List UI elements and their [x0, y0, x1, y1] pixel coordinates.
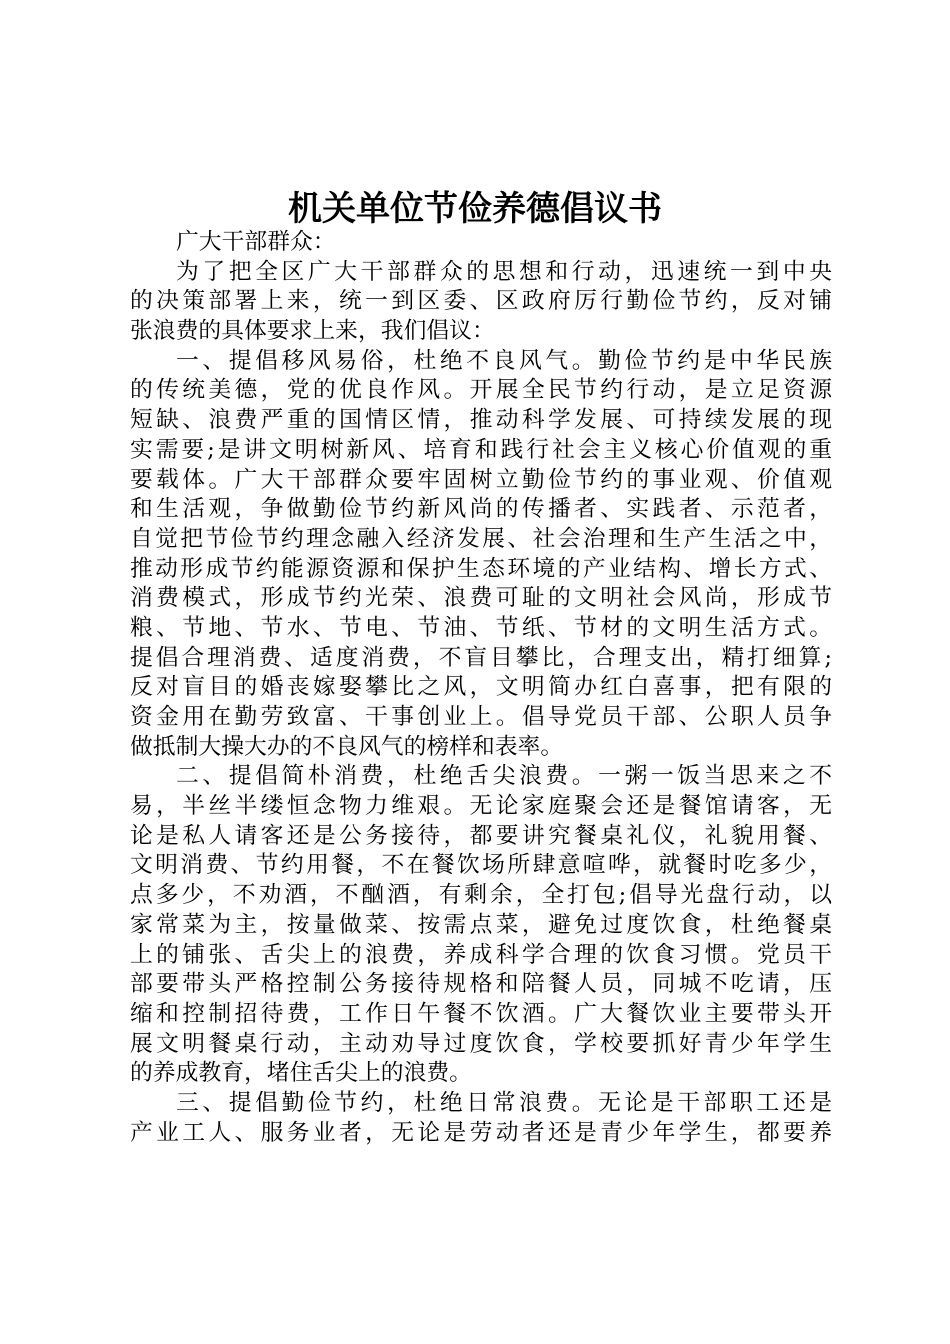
- text-line: 一、提倡移风易俗，杜绝不良风气。勤俭节约是中华民族: [176, 347, 832, 374]
- text-line: 缩和控制招待费，工作日午餐不饮酒。广大餐饮业主要带头开: [130, 1000, 832, 1027]
- document-body: [130, 228, 832, 1148]
- text-line: 的养成教育，堵住舌尖上的浪费。: [130, 1060, 472, 1087]
- document-title: 机关单位节俭养德倡议书: [288, 189, 662, 229]
- text-line: 家常菜为主，按量做菜、按需点菜，避免过度饮食，杜绝餐桌: [130, 911, 832, 938]
- text-line: 论是私人请客还是公务接待，都要讲究餐桌礼仪，礼貌用餐、: [130, 822, 832, 849]
- text-line: 做抵制大操大办的不良风气的榜样和表率。: [130, 733, 564, 760]
- text-line: 文明消费、节约用餐，不在餐饮场所肆意喧哗，就餐时吃多少，: [130, 852, 832, 879]
- text-line: 反对盲目的婚丧嫁娶攀比之风，文明简办红白喜事，把有限的: [130, 674, 832, 701]
- text-line: 展文明餐桌行动，主动劝导过度饮食，学校要抓好青少年学生: [130, 1030, 832, 1057]
- text-line: 上的铺张、舌尖上的浪费，养成科学合理的饮食习惯。党员干: [130, 941, 832, 968]
- text-line: 要载体。广大干部群众要牢固树立勤俭节约的事业观、价值观: [130, 466, 832, 493]
- text-line: 自觉把节俭节约理念融入经济发展、社会治理和生产生活之中，: [130, 525, 832, 552]
- text-line: 粮、节地、节水、节电、节油、节纸、节材的文明生活方式。: [130, 614, 832, 641]
- text-line: 消费模式，形成节约光荣、浪费可耻的文明社会风尚，形成节: [130, 585, 832, 612]
- text-line: 二、提倡简朴消费，杜绝舌尖浪费。一粥一饭当思来之不: [176, 763, 832, 790]
- text-line: 资金用在勤劳致富、干事创业上。倡导党员干部、公职人员争: [130, 704, 832, 730]
- text-line: 的决策部署上来，统一到区委、区政府厉行勤俭节约，反对铺: [130, 288, 832, 315]
- text-line: 产业工人、服务业者，无论是劳动者还是青少年学生，都要养: [130, 1119, 832, 1146]
- text-line: 广大干部群众：: [176, 229, 336, 255]
- text-line: 易，半丝半缕恒念物力维艰。无论家庭聚会还是餐馆请客，无: [130, 793, 832, 820]
- text-line: 实需要;是讲文明树新风、培育和践行社会主义核心价值观的重: [130, 436, 832, 463]
- text-line: 为了把全区广大干部群众的思想和行动，迅速统一到中央: [176, 258, 832, 285]
- text-line: 三、提倡勤俭节约，杜绝日常浪费。无论是干部职工还是: [176, 1089, 832, 1116]
- text-line: 提倡合理消费、适度消费，不盲目攀比，合理支出，精打细算;: [130, 644, 832, 671]
- text-line: 的传统美德，党的优良作风。开展全民节约行动，是立足资源: [130, 377, 832, 404]
- text-line: 点多少，不劝酒，不酗酒，有剩余，全打包;倡导光盘行动，以: [130, 882, 832, 909]
- text-line: 短缺、浪费严重的国情区情，推动科学发展、可持续发展的现: [130, 407, 832, 434]
- text-line: 张浪费的具体要求上来，我们倡议：: [130, 318, 495, 345]
- text-line: 部要带头严格控制公务接待规格和陪餐人员，同城不吃请，压: [130, 971, 832, 998]
- text-line: 和生活观，争做勤俭节约新风尚的传播者、实践者、示范者，: [130, 496, 832, 523]
- text-line: 推动形成节约能源资源和保护生态环境的产业结构、增长方式、: [130, 555, 832, 582]
